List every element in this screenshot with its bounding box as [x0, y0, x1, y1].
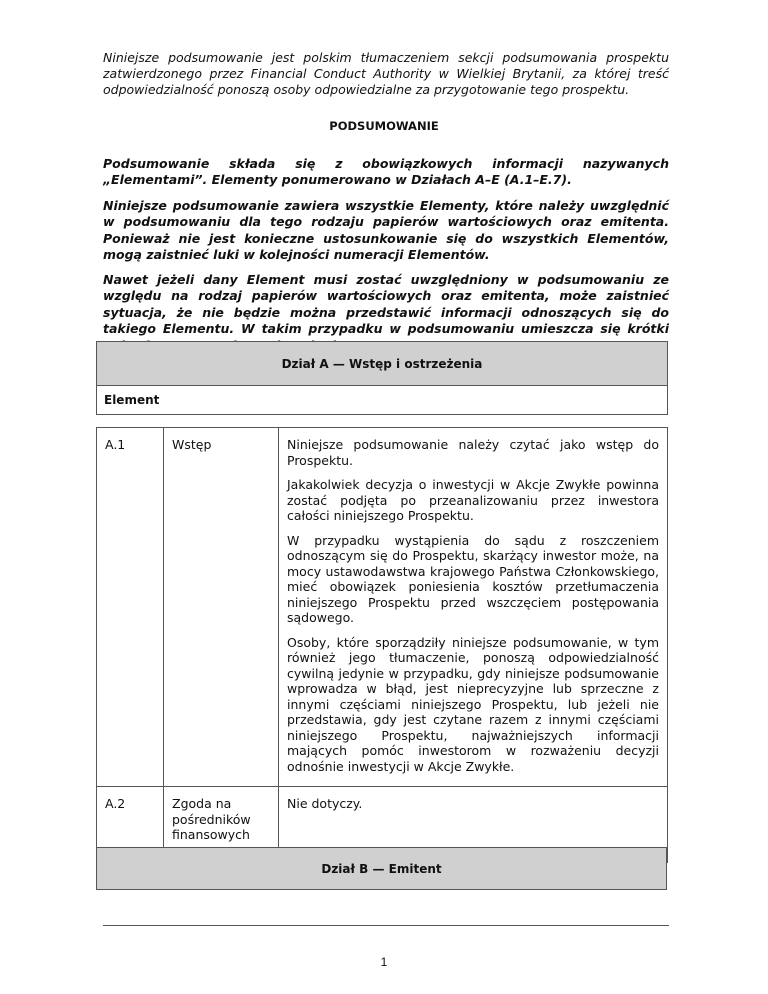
table-spacer [97, 415, 668, 428]
element-label: Wstęp [164, 428, 279, 787]
element-text: W przypadku wystąpienia do sądu z roszczeniem odnoszącym się do Prospektu, skarżący inwestor może, na mocy ustawodawstwa krajowego Państwa Członkowskiego, mieć obowiązek poniesienia kosztów przetłumaczenia niniejszego Prospektu przed wszczęciem postępowania sądowego. [287, 532, 659, 625]
intro-paragraph-2: Niniejsze podsumowanie zawiera wszystkie Elementy, które należy uwzględnić w podsumowaniu dla tego rodzaju papierów wartościowych oraz emitenta. Ponieważ nie jest konieczne ustosunkowanie się do wszystkich Elementów, mogą zaistnieć luki w kolejności numeracji Elementów. [103, 198, 669, 263]
element-text: Osoby, które sporządziły niniejsze podsumowanie, w tym również jego tłumaczenie, ponoszą odpowiedzialność cywilną jedynie w przypadku, gdy niniejsze podsumowanie wprowadza w błąd, jest nieprecyzyjne lub sprzeczne z innymi częściami niniejszego Prospektu, lub jeżeli nie przedstawia, gdy jest czytane razem z innymi częściami niniejszego Prospektu, najważniejszych informacji mających pomóc inwestorom w rozważeniu decyzji odnośnie inwestycji w Akcje Zwykłe. [287, 634, 659, 774]
element-code: A.2 [97, 787, 164, 863]
footer-divider [103, 925, 669, 926]
element-code: A.1 [97, 428, 164, 787]
section-b-table [96, 847, 667, 890]
section-b-title: Dział B — Emitent [97, 848, 667, 890]
intro-paragraph-3: Nawet jeżeli dany Element musi zostać uwzględniony w podsumowaniu ze względu na rodzaj papierów wartościowych oraz emitenta, może zaistnieć sytuacja, że nie będzie można przedstawić informacji odnoszących się do takiego Elementu. W takim przypadku w podsumowaniu umieszcza się krótki [103, 272, 669, 337]
section-a-title: Dział A — Wstęp i ostrzeżenia [97, 342, 668, 386]
section-a-table [96, 341, 668, 863]
translation-notice: Niniejsze podsumowanie jest polskim tłumaczeniem sekcji podsumowania prospektu zatwierdzonego przez Financial Conduct Authority w Wielkiej Brytanii, za której treść odpowiedzialność ponoszą osoby odpowiedzialne za przygotowanie tego prospektu. [103, 50, 669, 97]
element-header: Element [97, 386, 668, 415]
summary-heading: PODSUMOWANIE [329, 119, 439, 133]
element-text: Niniejsze podsumowanie należy czytać jako wstęp do Prospektu. [287, 437, 659, 468]
element-content [279, 428, 668, 787]
element-label: Zgoda na pośredników finansowych [164, 787, 279, 863]
intro-paragraph-1: Podsumowanie składa się z obowiązkowych informacji nazywanych „Elementami”. Elementy ponumerowano w Działach A–E (A.1–E.7). [103, 156, 669, 188]
table-row [97, 428, 668, 787]
element-text: Jakakolwiek decyzja o inwestycji w Akcje Zwykłe powinna zostać podjęta po przeanalizowaniu przez inwestora całości niniejszego Prospektu. [287, 477, 659, 523]
page-number: 1 [380, 955, 388, 969]
element-text: Nie dotyczy. [287, 796, 363, 811]
